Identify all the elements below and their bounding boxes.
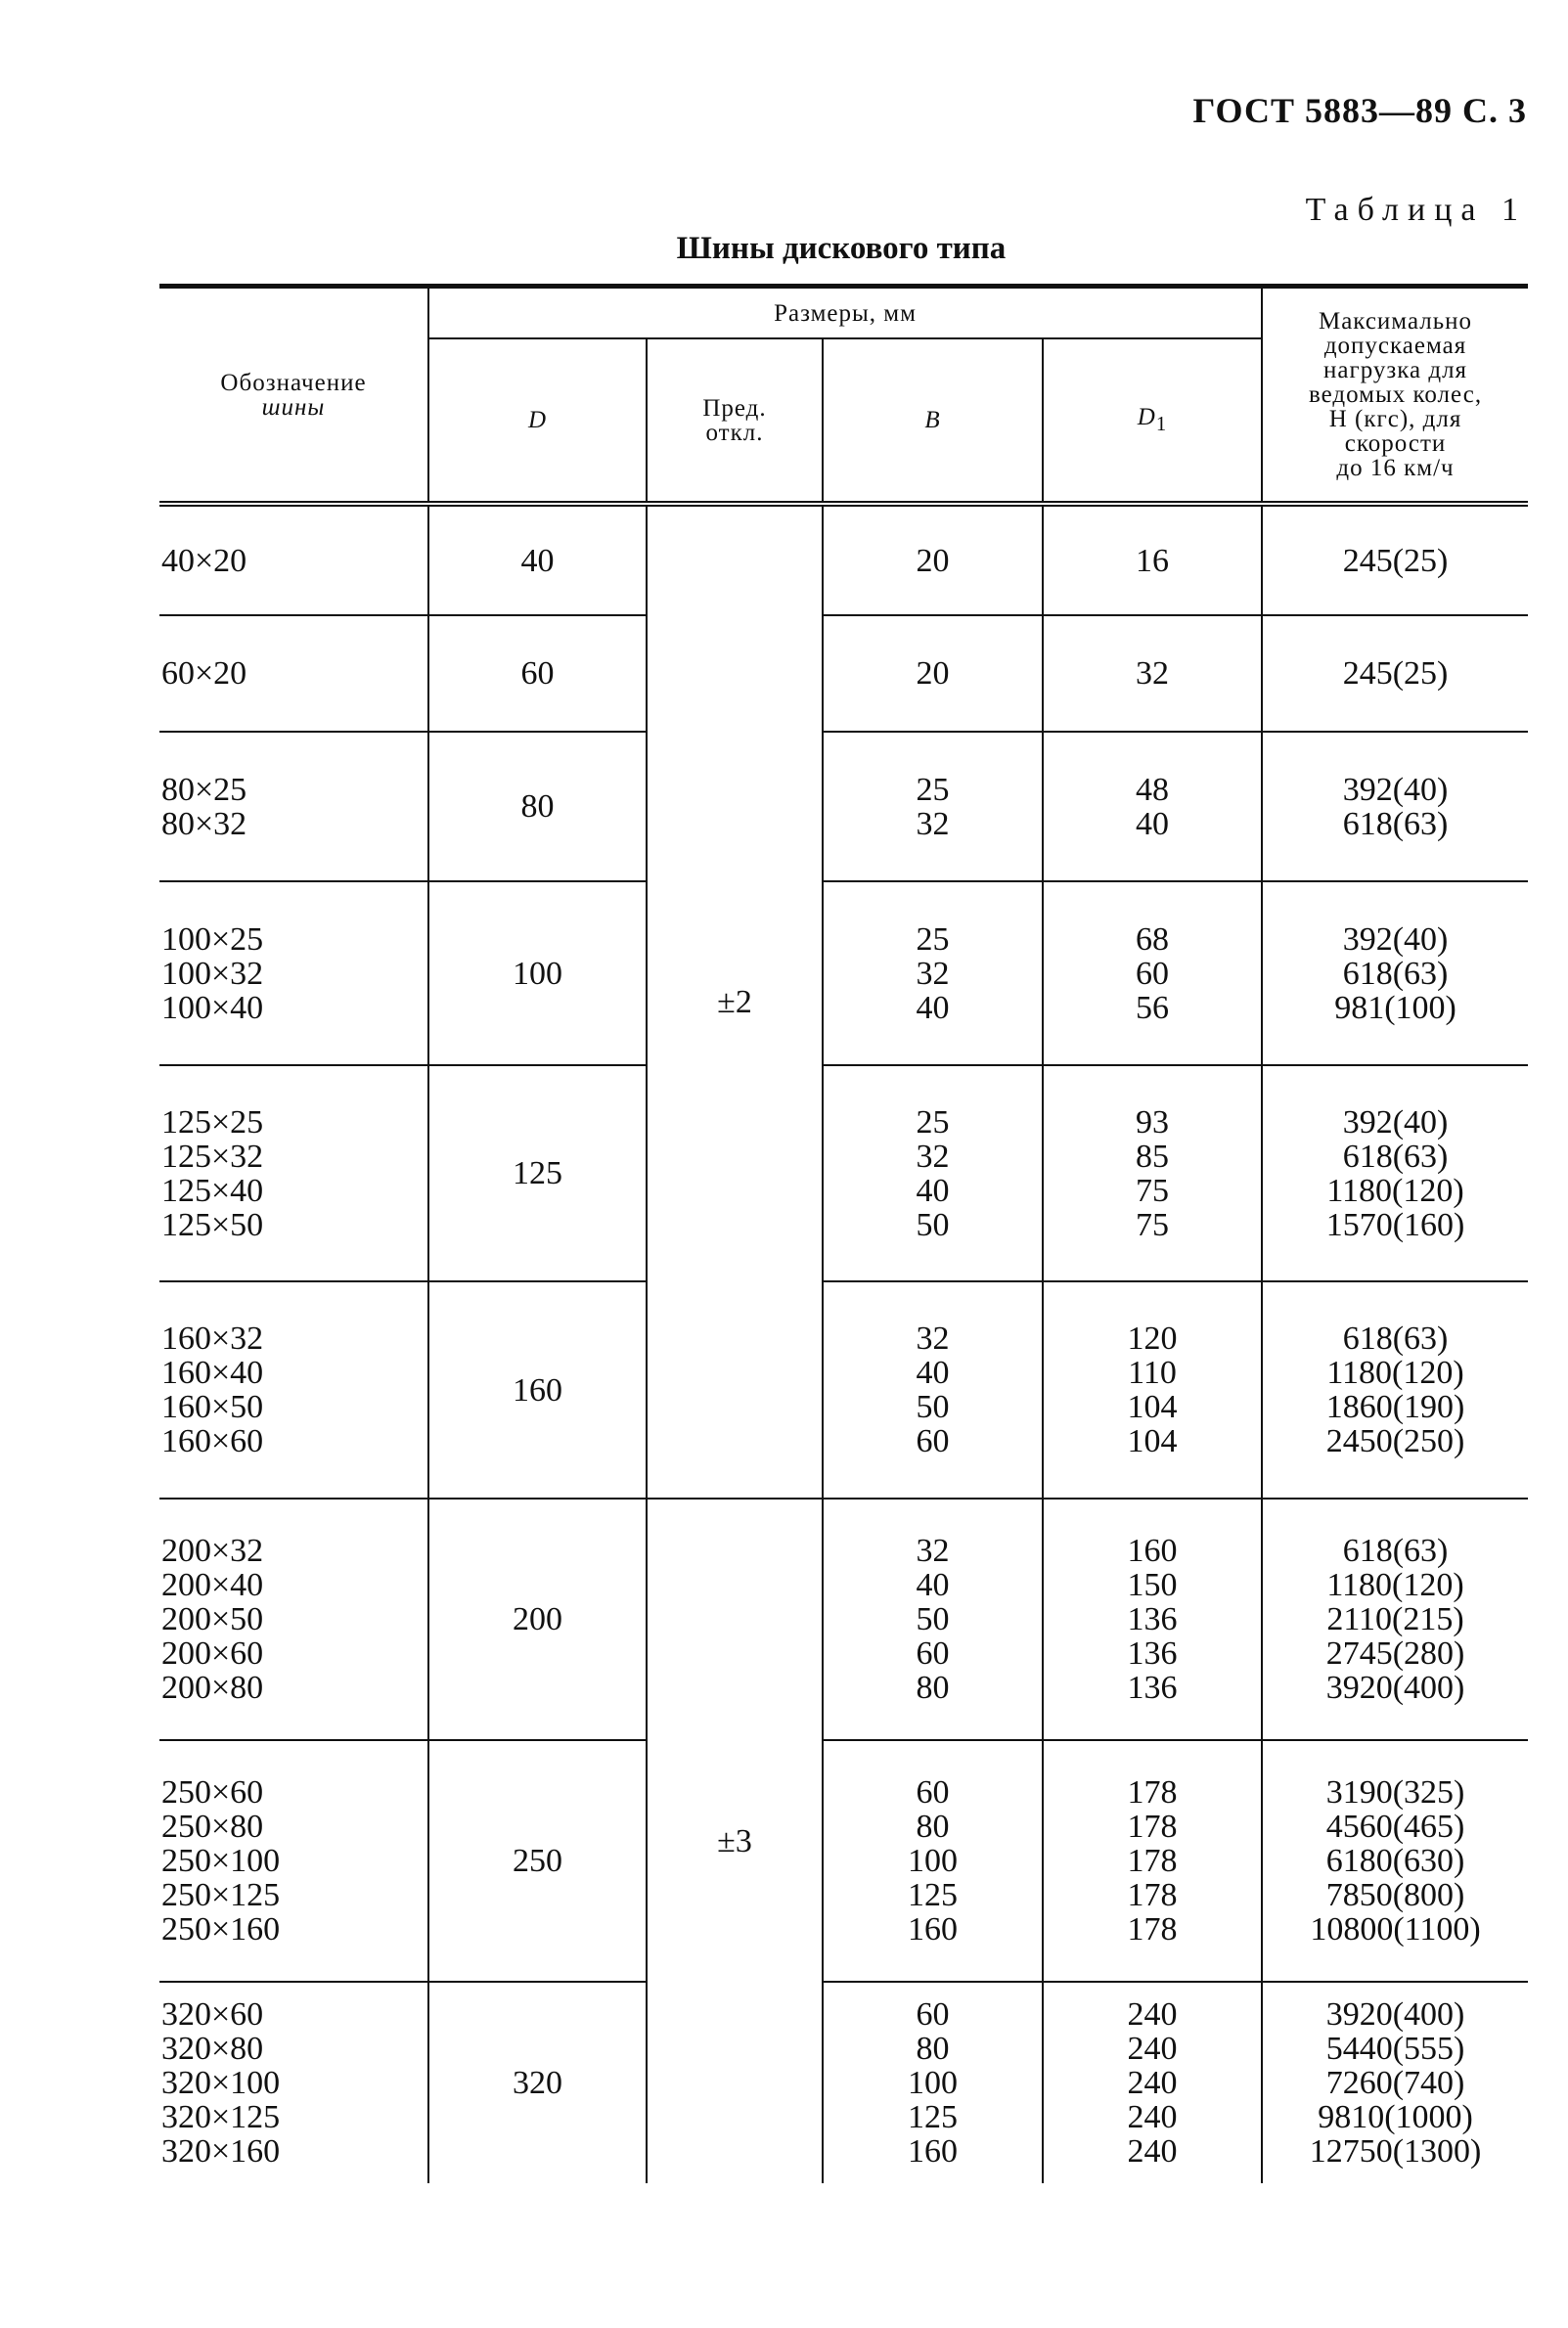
D1-subscript: 1 [1155,411,1168,435]
header-dimensions: Размеры, мм [428,287,1262,339]
diameter-D1: 240 240 240 240 240 [1043,1982,1262,2183]
designation-label: Обозначение [220,369,367,396]
width-B: 20 [823,504,1043,615]
table-row [159,881,1528,1065]
header-designation [159,287,428,505]
diameter-D1: 48 40 [1043,732,1262,881]
header-B [823,338,1043,504]
max-load: 392(40) 618(63) 1180(120) 1570(160) [1262,1065,1528,1281]
standard-number: ГОСТ 5883—89 С. 3 [1192,91,1527,130]
max-load: 392(40) 618(63) 981(100) [1262,881,1528,1065]
diameter-D1: 120 110 104 104 [1043,1281,1262,1499]
diameter-D1: 160 150 136 136 136 [1043,1499,1262,1740]
tire-designation: 250×60 250×80 250×100 250×125 250×160 [159,1740,428,1982]
width-B: 60 80 100 125 160 [823,1982,1043,2183]
tolerance-label: Пред. откл. [702,394,767,446]
tire-designation: 320×60 320×80 320×100 320×125 320×160 [161,1996,281,2170]
max-load: 245(25) [1262,615,1528,732]
table-row [159,1065,1528,1281]
D-label: D [527,407,548,433]
table-row [159,504,1528,615]
header-load [1262,287,1528,505]
B-label: B [924,407,941,433]
D1-label: D [1137,403,1156,430]
diameter-D: 125 [428,1065,647,1281]
tire-designation: 160×32 160×40 160×50 160×60 [159,1281,428,1499]
diameter-D: 160 [428,1281,647,1499]
tire-designation: 200×32 200×40 200×50 200×60 200×80 [159,1499,428,1740]
table-row [159,615,1528,732]
table-row [159,1499,1528,1740]
tire-designation: 100×25 100×32 100×40 [159,881,428,1065]
max-load: 3190(325) 4560(465) 6180(630) 7850(800) 10800(1100) [1262,1740,1528,1982]
tolerance: ±3 [647,1499,823,2183]
width-B: 25 32 40 50 [823,1065,1043,1281]
diameter-D: 60 [428,615,647,732]
width-B: 25 32 [823,732,1043,881]
diameter-D1: 178 178 178 178 178 [1043,1740,1262,1982]
table-row [159,1740,1528,1982]
max-load: 3920(400) 5440(555) 7260(740) 9810(1000) 12750(1300) [1262,1982,1528,2183]
tire-designation: 125×25 125×32 125×40 125×50 [159,1065,428,1281]
load-label: Максимально допускаемая нагрузка для ведомых колес, Н (кгс), для скорости до 16 км/ч [1308,308,1483,481]
max-load: 618(63) 1180(120) 2110(215) 2745(280) 3920(400) [1262,1499,1528,1740]
diameter-D1: 68 60 56 [1043,881,1262,1065]
header-D [428,338,647,504]
designation-label-2: шины [261,393,326,421]
max-load: 618(63) 1180(120) 1860(190) 2450(250) [1262,1281,1528,1499]
tire-designation: 60×20 [159,615,428,732]
width-B: 32 40 50 60 [823,1281,1043,1499]
tire-designation: 80×25 80×32 [159,732,428,881]
table-label: Таблица 1 [1305,192,1527,228]
header-D1 [1043,338,1262,504]
width-B: 32 40 50 60 80 [823,1499,1043,1740]
table-row [159,1281,1528,1499]
header-tolerance [647,338,823,504]
table-row [159,1982,1528,2183]
width-B: 25 32 40 [823,881,1043,1065]
tolerance: ±2 [647,504,823,1499]
tire-table [159,284,1528,2183]
diameter-D1: 93 85 75 75 [1043,1065,1262,1281]
width-B: 60 80 100 125 160 [823,1740,1043,1982]
table-row [159,732,1528,881]
diameter-D: 320 [428,1982,647,2183]
max-load: 392(40) 618(63) [1262,732,1528,881]
diameter-D1: 32 [1043,615,1262,732]
diameter-D: 80 [428,732,647,881]
table-title: Шины дискового типа [676,231,1007,266]
diameter-D: 100 [428,881,647,1065]
width-B: 20 [823,615,1043,732]
diameter-D: 250 [428,1740,647,1982]
max-load: 245(25) [1262,504,1528,615]
diameter-D: 40 [428,504,647,615]
tire-designation: 40×20 [159,504,428,615]
diameter-D1: 16 [1043,504,1262,615]
diameter-D: 200 [428,1499,647,1740]
